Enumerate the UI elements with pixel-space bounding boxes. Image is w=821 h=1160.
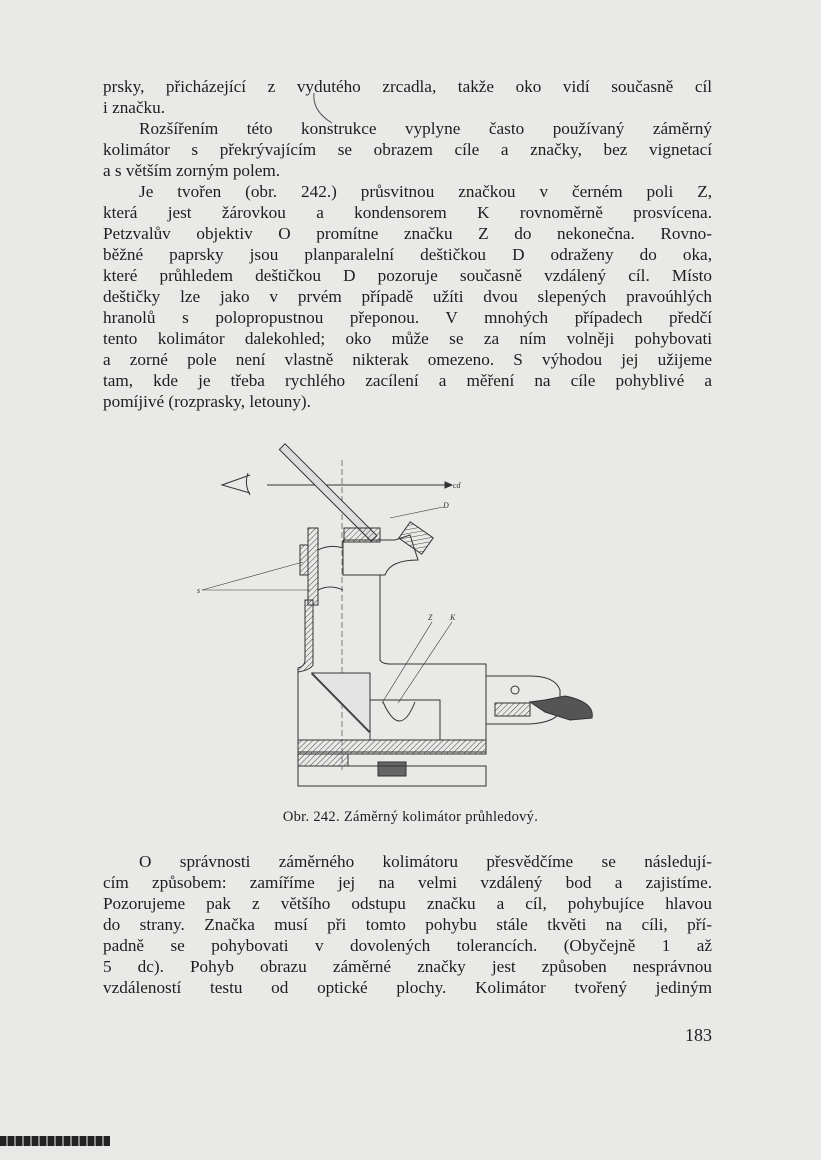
- text-line: deštičky lze jako v prvém případě užíti dvou slepených pravoúhlých: [103, 287, 712, 306]
- text-line: O správnosti záměrného kolimátoru přesvědčíme se následují-: [139, 852, 712, 871]
- text-line: cím způsobem: zamíříme jej na velmi vzdálený bod a zajistíme.: [103, 873, 712, 892]
- label-condenser: K: [450, 613, 456, 622]
- text-line: Pozorujeme pak z většího odstupu značku a cíl, pohybujíce hlavou: [103, 894, 712, 913]
- text-line: běžné paprsky jsou planparalelní deštičkou D odraženy do oka,: [103, 245, 712, 264]
- paragraph-4: [103, 851, 712, 998]
- text-line: i značku.: [103, 98, 166, 117]
- text-line: Je tvořen (obr. 242.) průsvitnou značkou v černém poli Z,: [139, 182, 712, 201]
- text-line: hranolů s polopropustnou přeponou. V mnohých případech předčí: [103, 308, 712, 327]
- text-line: do strany. Značka musí při tomto pohybu stále tkvěti na cíli, pří-: [103, 915, 712, 934]
- label-mark: Z: [428, 613, 433, 622]
- text-line: pomíjivé (rozprasky, letouny).: [103, 392, 311, 411]
- text-line: která jest žárovkou a kondensorem K rovnoměrně prosvícena.: [103, 203, 712, 222]
- scan-edge-mark: [0, 1136, 110, 1146]
- label-target: cd: [453, 481, 461, 490]
- plate-D: [279, 444, 377, 542]
- text-line: tento kolimátor dalekohled; oko může se za ním volněji pohybovati: [103, 329, 712, 348]
- figure-caption: Obr. 242. Záměrný kolimátor průhledový.: [282, 809, 539, 825]
- page-number: 183: [685, 1025, 712, 1045]
- label-objective: s: [197, 586, 201, 595]
- text-line: vzdáleností testu od optické plochy. Kolimátor tvořený jediným: [103, 978, 712, 997]
- text-line: 5 dc). Pohyb obrazu záměrné značky jest způsoben nesprávnou: [103, 957, 712, 976]
- text-line: kolimátor s překrývajícím se obrazem cíle a značky, bez vignetací: [103, 140, 712, 159]
- text-line: a zorné pole není vlastně nikterak omezeno. S výhodou jej užijeme: [103, 350, 712, 369]
- text-line: prsky, přicházející z vydutého zrcadla, takže oko vidí současně cíl: [103, 77, 712, 96]
- collimator-diagram: [197, 440, 620, 800]
- paragraph-3: [103, 181, 712, 412]
- text-line: Petzvalův objektiv O promítne značku Z do nekonečna. Rovno-: [103, 224, 712, 243]
- text-line: padně se pohybovati v dovolených tolerancích. (Obyčejně 1 až: [103, 936, 712, 955]
- text-line: tam, kde je třeba rychlého zacílení a měření na cíle pohyblivé a: [103, 371, 712, 390]
- eye-icon: [222, 473, 250, 495]
- label-plate: D: [443, 501, 449, 510]
- paragraph-1: [103, 76, 712, 118]
- text-line: Rozšířením této konstrukce vyplyne často používaný záměrný: [139, 119, 712, 138]
- text-line: které průhledem deštičkou D pozoruje současně vzdálený cíl. Místo: [103, 266, 712, 285]
- paragraph-2: [103, 118, 712, 181]
- text-line: a s větším zorným polem.: [103, 161, 281, 180]
